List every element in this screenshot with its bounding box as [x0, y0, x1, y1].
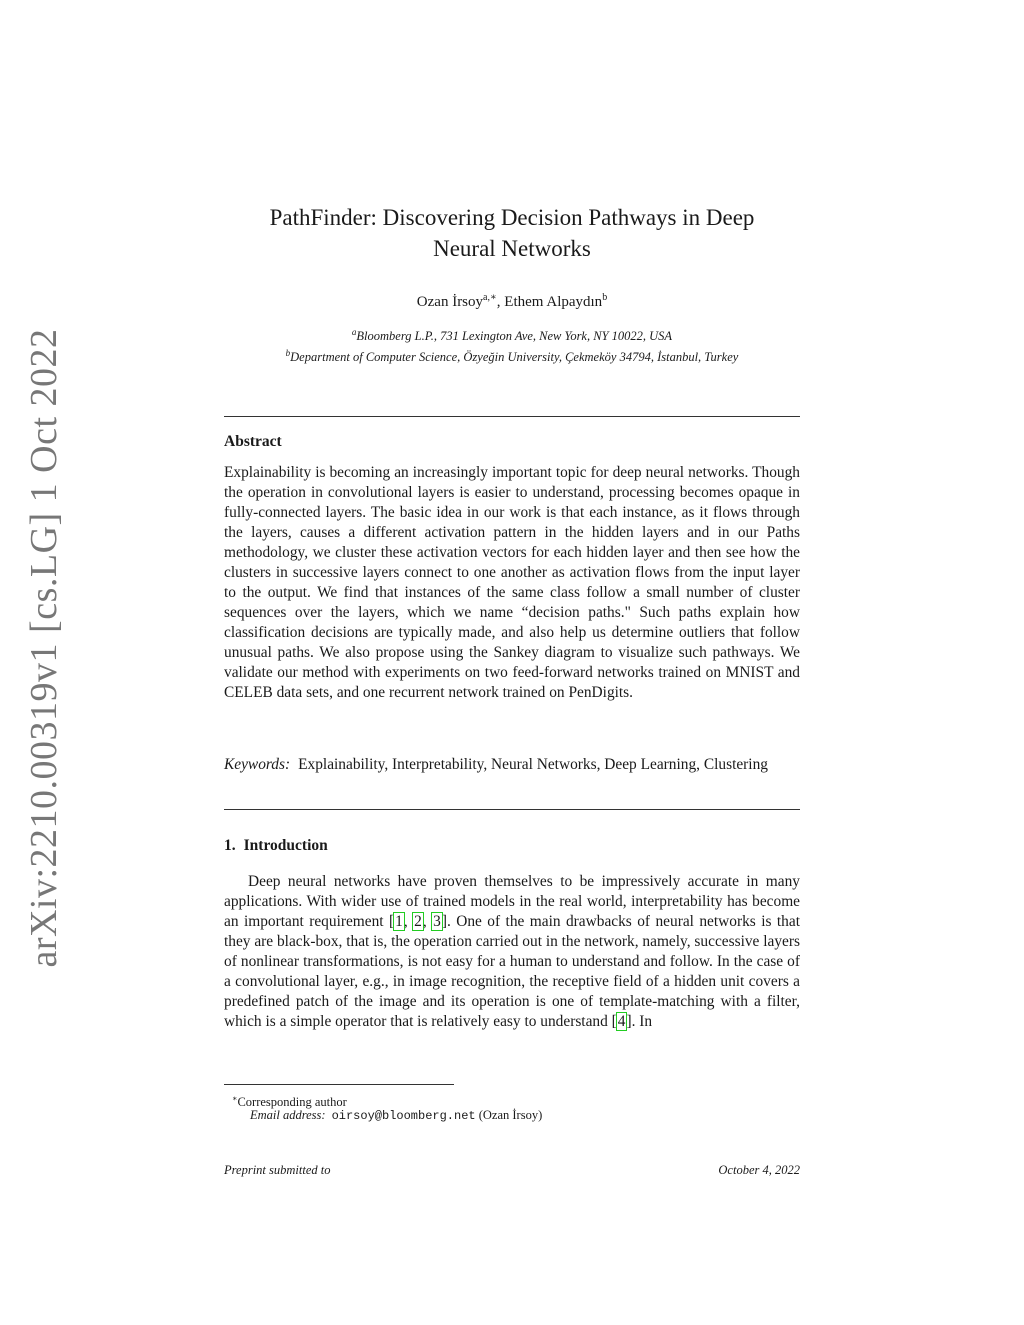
author-1-name: Ozan İrsoy: [416, 294, 484, 310]
affiliation-b-mark: b: [285, 348, 291, 359]
citation-separator-1: ,: [403, 913, 414, 930]
intro-text-part-3: ]. In: [626, 1013, 653, 1030]
email-address[interactable]: oirsoy@bloomberg.net: [331, 1109, 476, 1123]
footnote-corresponding-mark: ∗: [232, 1094, 238, 1103]
keywords: [224, 755, 800, 775]
introduction-paragraph: [224, 872, 800, 1032]
affiliation-a: [200, 324, 824, 345]
paper-title: [224, 202, 800, 264]
affiliation-a-text: Bloomberg L.P., 731 Lexington Ave, New York, NY 10022, USA: [356, 329, 673, 344]
title-line-2: Neural Networks: [433, 236, 591, 261]
abstract-top-rule: [224, 416, 800, 417]
section-title: Introduction: [243, 837, 328, 854]
citation-link-1[interactable]: 1: [395, 913, 403, 930]
intro-text-part-1: Deep neural networks have proven themselves to be impressively accurate in many applications. With wider use of trained models in the real world, interpretability has become an important requirement [: [224, 873, 800, 930]
keywords-label: Keywords:: [224, 756, 291, 773]
author-1-marks: a,∗: [483, 292, 497, 303]
arxiv-identifier-stamp: arXiv:2210.00319v1 [cs.LG] 1 Oct 2022: [23, 328, 65, 968]
author-2-marks: b: [602, 292, 608, 303]
affiliation-b-text: Department of Computer Science, Özyeğin University, Çekmeköy 34794, İstanbul, Turkey: [290, 350, 739, 365]
citation-separator-2: ,: [422, 913, 433, 930]
affiliation-b: [200, 345, 824, 366]
intro-text-part-2: ]. One of the main drawbacks of neural networks is that they are black-box, that is, the operation carried out in the network, namely, successive layers of nonlinear transformations, is not easy for a human to understand and follow. In the case of a convolutional layer, e.g., in image recognition, the receptive field of a hidden unit covers a predefined patch of the image and its operation is one of template-matching with a filter, which is a simple operator that is relatively easy to understand [: [224, 913, 800, 1030]
footnote-corresponding-text: Corresponding author: [237, 1095, 347, 1110]
affiliation-a-mark: a: [351, 327, 357, 337]
footnote-rule: [224, 1084, 454, 1085]
email-owner: (Ozan İrsoy): [475, 1108, 543, 1122]
section-heading-introduction: [224, 837, 328, 855]
citation-link-2[interactable]: 2: [414, 913, 422, 930]
author-2-name: Ethem Alpaydın: [504, 294, 603, 310]
section-number: 1.: [224, 837, 236, 854]
preprint-date: October 4, 2022: [718, 1163, 800, 1177]
email-label: Email address:: [250, 1108, 326, 1122]
abstract-heading: Abstract: [224, 433, 282, 450]
title-line-1: PathFinder: Discovering Decision Pathways in Deep: [269, 205, 755, 230]
author-separator: ,: [496, 294, 505, 310]
preprint-note: Preprint submitted to: [224, 1163, 331, 1177]
citation-link-3[interactable]: 3: [433, 913, 441, 930]
abstract-bottom-rule: [224, 809, 800, 810]
author-list: [224, 288, 800, 312]
citation-link-4[interactable]: 4: [617, 1013, 626, 1030]
abstract-text: Explainability is becoming an increasingly important topic for deep neural networks. Though the operation in convolutional layers is easier to understand, processing becomes opaque in fully-connected layers. The basic idea in our work is that each instance, as it flows through the layers, causes a different activation pattern in the hidden layers and in our Paths methodology, we cluster these activation vectors for each hidden layer and then see how the clusters in successive layers connect to one another as activation flows from the input layer to the output. We find that instances of the same class follow a small number of cluster sequences over the layers, which we name “decision paths." Such paths explain how classification decisions are typically made, and also help us determine outliers that follow unusual paths. We also propose using the Sankey diagram to visualize such pathways. We validate our method with experiments on two feed-forward networks trained on MNIST and CELEB data sets, and one recurrent network trained on PenDigits.: [224, 464, 800, 701]
affiliations: [200, 324, 824, 366]
footnote-email: [250, 1107, 810, 1125]
keywords-text: Explainability, Interpretability, Neural Networks, Deep Learning, Clustering: [298, 756, 768, 773]
